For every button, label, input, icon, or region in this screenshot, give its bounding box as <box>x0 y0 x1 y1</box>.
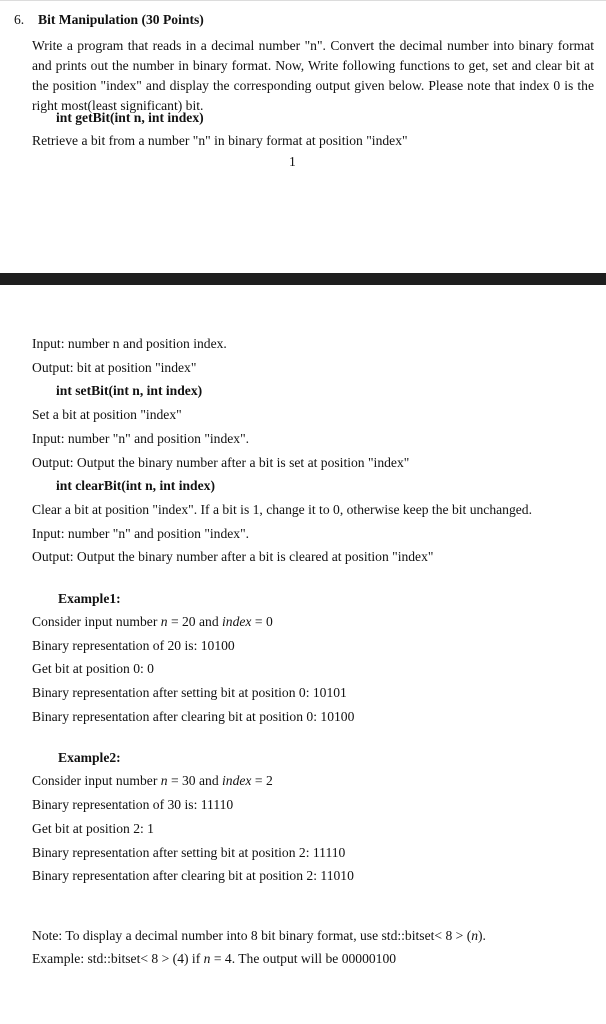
example2-get: Get bit at position 2: 1 <box>32 821 154 836</box>
setbit-input: Input: number "n" and position "index". <box>32 431 250 446</box>
example1-clear: Binary representation after clearing bit at position 0: 10100 <box>32 709 355 724</box>
example1-consider <box>32 614 273 630</box>
getbit-description: Retrieve a bit from a number "n" in binary format at position "index" <box>32 133 408 148</box>
example2-n-var: n <box>160 773 168 788</box>
getbit-input: Input: number n and position index. <box>32 336 227 351</box>
example2-index-value: = 2 <box>251 773 273 788</box>
note-line-1-end: ). <box>478 928 486 943</box>
getbit-signature: int getBit(int n, int index) <box>56 110 204 125</box>
example1-n-value: = 20 and <box>167 614 223 629</box>
example1-index-var: index <box>222 614 252 629</box>
note-line-2 <box>32 951 396 967</box>
section-number: 6. <box>14 12 25 27</box>
example1-binary: Binary representation of 20 is: 10100 <box>32 638 235 653</box>
example2-consider-prefix: Consider input number <box>32 773 161 788</box>
section-title: Bit Manipulation (30 Points) <box>38 12 204 27</box>
example1-consider-prefix: Consider input number <box>32 614 161 629</box>
clearbit-output: Output: Output the binary number after a bit is cleared at position "index" <box>32 549 434 564</box>
example1-index-value: = 0 <box>251 614 273 629</box>
note-line-1-var: n <box>471 928 479 943</box>
clearbit-signature: int clearBit(int n, int index) <box>56 478 215 493</box>
note-line-2-prefix: Example: std::bitset< 8 > (4) if <box>32 951 204 966</box>
clearbit-input: Input: number "n" and position "index". <box>32 526 250 541</box>
note-line-1 <box>32 928 486 944</box>
example2-consider <box>32 773 273 789</box>
note-line-2-var: n <box>203 951 211 966</box>
clearbit-description: Clear a bit at position "index". If a bit is 1, change it to 0, otherwise keep the bit unchanged. <box>32 502 532 517</box>
example2-index-var: index <box>222 773 252 788</box>
example2-set: Binary representation after setting bit at position 2: 11110 <box>32 845 346 860</box>
getbit-output: Output: bit at position "index" <box>32 360 197 375</box>
page-break-bar <box>0 273 606 285</box>
example2-clear: Binary representation after clearing bit at position 2: 11010 <box>32 868 354 883</box>
example2-n-value: = 30 and <box>167 773 223 788</box>
intro-paragraph: Write a program that reads in a decimal number "n". Convert the decimal number into binary format and prints out the number in binary format. Now, Write following functions to get, set and clear bit at the position "index" and display the corresponding output given below. Please note that index 0 is the right most(least significant) bit. <box>32 38 594 113</box>
example2-binary: Binary representation of 30 is: 11110 <box>32 797 234 812</box>
setbit-description: Set a bit at position "index" <box>32 407 182 422</box>
example1-get: Get bit at position 0: 0 <box>32 661 154 676</box>
page-top-edge <box>0 0 606 1</box>
example1-n-var: n <box>160 614 168 629</box>
page-number: 1 <box>289 154 296 169</box>
note-line-2-rest: = 4. The output will be 00000100 <box>210 951 397 966</box>
example1-set: Binary representation after setting bit at position 0: 10101 <box>32 685 347 700</box>
example1-title: Example1: <box>58 591 121 606</box>
note-line-1-text: Note: To display a decimal number into 8 bit binary format, use std::bitset< 8 > ( <box>32 928 472 943</box>
example2-title: Example2: <box>58 750 121 765</box>
setbit-output: Output: Output the binary number after a bit is set at position "index" <box>32 455 410 470</box>
setbit-signature: int setBit(int n, int index) <box>56 383 203 398</box>
